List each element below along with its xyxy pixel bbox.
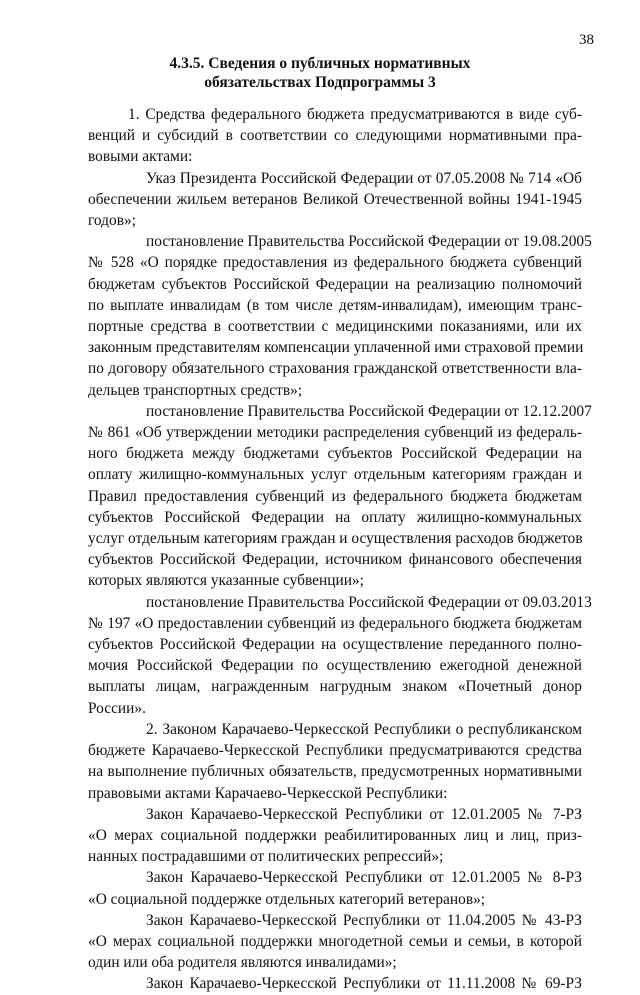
text-line: мочия Российской Федерации по осуществлению ежегодной денежной (88, 657, 582, 675)
text-line: годов»; (88, 212, 136, 230)
text-line: оплату жилищно-коммунальных услуг отдельным категориям граждан и (88, 466, 582, 484)
text-line: Закон Карачаево-Черкесской Республики от 12.01.2005 № 8-РЗ (146, 869, 582, 887)
text-line: вовыми актами: (88, 148, 193, 166)
text-line: по договору обязательного страхования гражданской ответственности вла- (88, 360, 582, 378)
paragraph (88, 168, 582, 232)
text-line: постановление Правительства Российской Федерации от 09.03.2013 (146, 593, 592, 611)
text-line: законным представителям компенсации уплаченной ими страховой премии (88, 339, 584, 357)
text-line: ного бюджета между бюджетами субъектов Российской Федерации на (88, 445, 582, 463)
text-line: Закон Карачаево-Черкесской Республики от 12.01.2005 № 7-РЗ (146, 805, 582, 823)
text-line: «О мерах социальной поддержки реабилитированных лиц и лиц, приз- (88, 826, 582, 844)
text-line: нанных пострадавшими от политических репрессий»; (88, 848, 444, 866)
text-line: № 861 «Об утверждении методики распределения субвенций из федераль- (88, 424, 582, 442)
text-line: венций и субсидий в соответствии со следующими нормативными пра- (88, 127, 582, 145)
text-line: России». (88, 699, 146, 717)
text-line: Закон Карачаево-Черкесской Республики от 11.11.2008 № 69-РЗ (146, 975, 582, 993)
text-line: субъектов Российской Федерации на осуществление переданного полно- (88, 636, 582, 654)
text-line: 1. Средства федерального бюджета предусматриваются в виде суб- (128, 106, 582, 123)
text-line: постановление Правительства Российской Федерации от 19.08.2005 (146, 233, 592, 251)
paragraph (88, 804, 582, 868)
paragraph (88, 867, 582, 909)
document-body (88, 104, 592, 995)
text-line: субъектов Российской Федерации, источником финансового обеспечения (88, 551, 582, 569)
text-line: постановление Правительства Российской Федерации от 12.12.2007 (146, 402, 592, 420)
paragraph (88, 592, 592, 719)
text-line: субъектов Российской Федерации на оплату жилищно-коммунальных (88, 508, 582, 526)
text-line: № 528 «О порядке предоставления из федерального бюджета субвенций (88, 254, 582, 272)
heading-line: 4.3.5. Сведения о публичных нормативных (169, 55, 471, 72)
text-line: на выполнение публичных обязательств, предусмотренных нормативными (88, 763, 582, 781)
text-line: «О мерах социальной поддержки многодетной семьи и семьи, в которой (88, 932, 582, 950)
text-line: портные средства в соответствии с медицинскими показаниями, или их (88, 318, 582, 336)
text-line: бюджетам субъектов Российской Федерации на реализацию полномочий (88, 275, 582, 293)
text-line: № 197 «О предоставлении субвенций из федерального бюджета бюджетам (88, 614, 582, 632)
text-line: услуг отдельным категориям граждан и осуществления расходов бюджетов (88, 530, 583, 548)
text-line: «О социальной поддержке отдельных категорий ветеранов»; (88, 890, 486, 908)
paragraph (88, 231, 592, 401)
text-line: обеспечении жильем ветеранов Великой Отечественной войны 1941-1945 (88, 190, 582, 208)
paragraph (88, 910, 582, 974)
paragraph (88, 401, 592, 592)
paragraph (88, 104, 582, 168)
page-number: 38 (579, 32, 594, 48)
text-line: один или оба родителя являются инвалидами»; (88, 954, 397, 972)
text-line: Правил предоставления субвенций из федерального бюджета бюджетам (88, 487, 582, 505)
text-line: Закон Карачаево-Черкесской Республики от 11.04.2005 № 43-РЗ (146, 911, 582, 929)
text-line: Указ Президента Российской Федерации от 07.05.2008 № 714 «Об (146, 169, 582, 187)
heading-line: обязательствах Подпрограммы 3 (204, 74, 436, 91)
text-line: которых являются указанные субвенции»; (88, 572, 364, 590)
text-line: правовыми актами Карачаево-Черкесской Республики: (88, 784, 448, 802)
text-line: выплаты лицам, награжденным нагрудным знаком «Почетный донор (88, 678, 582, 696)
text-line: дельцев транспортных средств»; (88, 381, 303, 399)
paragraph (88, 719, 582, 804)
text-line: 2. Законом Карачаево-Черкесской Республики о республиканском (146, 720, 582, 738)
paragraph (88, 973, 582, 994)
section-heading (60, 54, 580, 92)
text-line: бюджете Карачаево-Черкесской Республики предусматриваются средства (88, 742, 582, 760)
text-line: по выплате инвалидам (в том числе детям-инвалидам), имеющим транс- (88, 296, 582, 314)
